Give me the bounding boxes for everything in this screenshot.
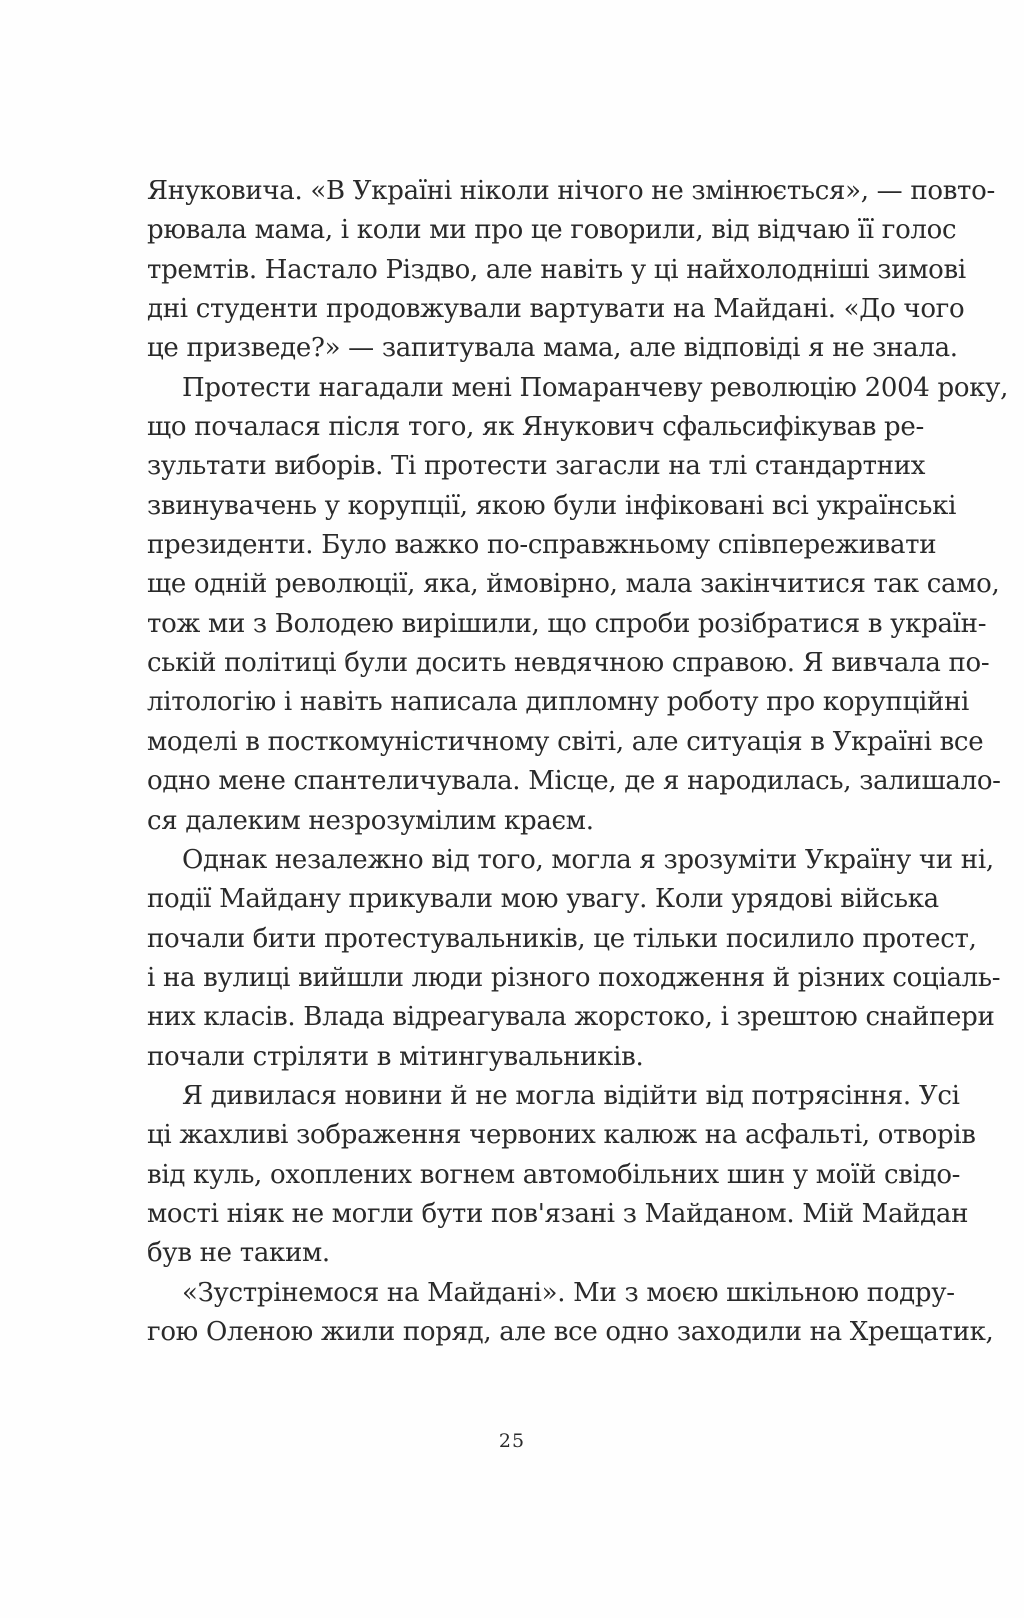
- paragraph: [147, 841, 1001, 1077]
- text-line: звинувачень у корупції, якою були інфіковані всі українські: [147, 490, 957, 521]
- text-line: одно мене спантеличувала. Місце, де я народилась, залишало-: [147, 766, 1001, 797]
- text-line: Я дивилася новини й не могла відійти від потрясіння. Усі: [182, 1080, 960, 1111]
- text-line: «Зустрінемося на Майдані». Ми з моєю шкільною подру-: [182, 1277, 955, 1308]
- text-line: від куль, охоплених вогнем автомобільних шин у моїй свідо-: [147, 1159, 961, 1190]
- text-line: моделі в посткомуністичному світі, але ситуація в Україні все: [147, 726, 984, 757]
- text-line: був не таким.: [147, 1238, 330, 1269]
- text-line: події Майдану прикували мою увагу. Коли урядові війська: [147, 884, 939, 915]
- text-line: почали стріляти в мітингувальників.: [147, 1041, 644, 1072]
- text-line: Однак незалежно від того, могла я зрозуміти Україну чи ні,: [182, 844, 994, 875]
- text-line: дні студенти продовжували вартувати на Майдані. «До чого: [147, 294, 965, 325]
- paragraph: [147, 369, 1009, 841]
- text-line: тремтів. Настало Різдво, але навіть у ці найхолодніші зимові: [147, 254, 966, 285]
- text-line: і на вулиці вийшли люди різного походження й різних соціаль-: [147, 962, 1001, 993]
- text-line: Протести нагадали мені Помаранчеву революцію 2004 року,: [182, 372, 1009, 403]
- paragraph: [147, 172, 995, 369]
- text-line: що почалася після того, як Янукович сфальсифікував ре-: [147, 412, 924, 443]
- text-line: зультати виборів. Ті протести загасли на тлі стандартних: [147, 451, 926, 482]
- text-line: ці жахливі зображення червоних калюж на асфальті, отворів: [147, 1120, 976, 1151]
- text-line: рювала мама, і коли ми про це говорили, від відчаю її голос: [147, 215, 957, 246]
- text-line: мості ніяк не могли бути пов'язані з Майданом. Мій Майдан: [147, 1198, 969, 1229]
- text-line: президенти. Було важко по-справжньому співпереживати: [147, 530, 937, 561]
- text-line: тож ми з Володею вирішили, що спроби розібратися в україн-: [147, 608, 987, 639]
- text-line: літологію і навіть написала дипломну роботу про корупційні: [147, 687, 970, 718]
- text-line: них класів. Влада відреагувала жорстоко, і зрештою снайпери: [147, 1002, 995, 1033]
- text-line: ській політиці були досить невдячною справою. Я вивчала по-: [147, 648, 990, 679]
- body-text: [147, 172, 1009, 1352]
- paragraph: [147, 1274, 994, 1353]
- text-line: ще одній революції, яка, ймовірно, мала закінчитися так само,: [147, 569, 1000, 600]
- text-line: почали бити протестувальників, це тільки посилило протест,: [147, 923, 977, 954]
- page-number: 25: [498, 1430, 526, 1452]
- paragraph: [147, 1077, 976, 1274]
- text-line: Януковича. «В Україні ніколи нічого не змінюється», — повто-: [147, 176, 995, 206]
- text-line: це призведе?» — запитувала мама, але відповіді я не знала.: [147, 333, 958, 364]
- text-line: гою Оленою жили поряд, але все одно заходили на Хрещатик,: [147, 1316, 994, 1347]
- text-line: ся далеким незрозумілим краєм.: [147, 805, 594, 836]
